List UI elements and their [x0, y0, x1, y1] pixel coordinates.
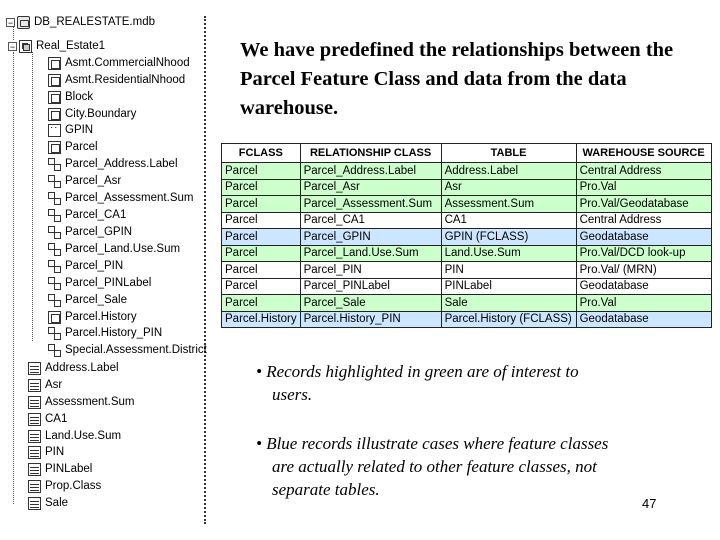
cell-relationship-class: Parcel_Address.Label [300, 163, 441, 180]
cell-warehouse-source: Pro.Val/ (MRN) [576, 262, 711, 279]
cell-table: GPIN (FCLASS) [441, 229, 576, 246]
cell-table: Address.Label [441, 163, 576, 180]
cell-relationship-class: Parcel.History_PIN [300, 311, 441, 328]
tree-item-label: Parcel_Sale [65, 294, 128, 306]
bullet-line: separate tables. [272, 480, 380, 499]
bullet-line: are actually related to other feature classes, not [272, 457, 597, 476]
cell-fclass: Parcel [222, 245, 301, 262]
tree-dataset-label: Real_Estate1 [36, 40, 106, 52]
tree-table-item[interactable] [28, 377, 62, 393]
tree-table-item[interactable] [28, 394, 134, 410]
feature-dataset-icon [19, 40, 32, 53]
tree-item[interactable] [48, 55, 190, 71]
table-icon [28, 480, 41, 493]
tree-item-label: Land.Use.Sum [45, 430, 122, 442]
table-icon [28, 430, 41, 443]
cell-table: Sale [441, 295, 576, 312]
table-row [222, 212, 712, 229]
cell-fclass: Parcel [222, 212, 301, 229]
feature-class-icon [48, 57, 61, 70]
cell-relationship-class: Parcel_CA1 [300, 212, 441, 229]
table-icon [28, 379, 41, 392]
tree-item[interactable] [48, 258, 123, 274]
tree-item-label: Parcel.History [65, 311, 137, 323]
cell-relationship-class: Parcel_PIN [300, 262, 441, 279]
tree-item[interactable] [48, 106, 136, 122]
tree-table-item[interactable] [28, 444, 64, 460]
relationship-class-icon [48, 294, 61, 307]
tree-item-label: Parcel_CA1 [65, 209, 127, 221]
bullet-line: • Records highlighted in green are of interest to [256, 362, 579, 381]
panel-divider [204, 16, 206, 524]
table-row [222, 311, 712, 328]
relationship-table [221, 143, 712, 328]
tree-table-item[interactable] [28, 428, 121, 444]
bullet-blue-note [256, 432, 686, 501]
slide-title: We have predefined the relationships between the Parcel Feature Class and data from the data warehouse. [240, 39, 674, 119]
tree-root[interactable] [6, 14, 155, 30]
relationship-class-icon [48, 192, 61, 205]
tree-item[interactable] [48, 122, 93, 138]
relationship-class-icon [48, 344, 61, 357]
cell-warehouse-source: Geodatabase [576, 311, 711, 328]
tree-table-item[interactable] [28, 478, 101, 494]
tree-item-label: Parcel_Address.Label [65, 158, 178, 170]
column-header-warehouse-source: WAREHOUSE SOURCE [576, 144, 711, 163]
table-row [222, 278, 712, 295]
cell-warehouse-source: Pro.Val [576, 179, 711, 196]
tree-item[interactable] [48, 224, 132, 240]
bullet-line: users. [272, 385, 313, 404]
tree-item-label: Special.Assessment.District [65, 344, 207, 356]
tree-item-label: Parcel_PIN [65, 260, 124, 272]
feature-class-icon [48, 108, 61, 121]
table-row [222, 229, 712, 246]
tree-item-label: Address.Label [45, 362, 119, 374]
cell-fclass: Parcel [222, 196, 301, 213]
tree-table-item[interactable] [28, 461, 92, 477]
tree-item[interactable] [48, 173, 121, 189]
cell-warehouse-source: Pro.Val/DCD look-up [576, 245, 711, 262]
table-icon [28, 497, 41, 510]
cell-relationship-class: Parcel_Land.Use.Sum [300, 245, 441, 262]
relationship-class-icon [48, 209, 61, 222]
cell-table: CA1 [441, 212, 576, 229]
table-icon [28, 362, 41, 375]
tree-item-label: Assessment.Sum [45, 396, 135, 408]
tree-item-label: Parcel [65, 141, 98, 153]
table-icon [28, 446, 41, 459]
tree-item[interactable] [48, 325, 162, 341]
tree-item-label: Asmt.ResidentialNhood [65, 74, 186, 86]
page-number: 47 [642, 496, 657, 511]
cell-relationship-class: Parcel_GPIN [300, 229, 441, 246]
table-row [222, 179, 712, 196]
cell-fclass: Parcel.History [222, 311, 301, 328]
table-body [222, 163, 712, 328]
tree-item-label: Block [65, 91, 94, 103]
cell-table: Assessment.Sum [441, 196, 576, 213]
cell-warehouse-source: Central Address [576, 163, 711, 180]
relationship-class-icon [48, 327, 61, 340]
feature-class-icon [48, 74, 61, 87]
tree-item[interactable] [48, 207, 126, 223]
relationship-class-icon [48, 260, 61, 273]
tree-item[interactable] [48, 309, 137, 325]
table-row [222, 295, 712, 312]
cell-warehouse-source: Pro.Val/Geodatabase [576, 196, 711, 213]
cell-table: PIN [441, 262, 576, 279]
tree-item[interactable] [48, 72, 185, 88]
tree-item[interactable] [48, 89, 93, 105]
cell-fclass: Parcel [222, 229, 301, 246]
tree-table-item[interactable] [28, 411, 67, 427]
tree-root-label: DB_REALESTATE.mdb [34, 16, 156, 28]
cell-table: Land.Use.Sum [441, 245, 576, 262]
bullet-line: • Blue records illustrate cases where feature classes [256, 434, 609, 453]
tree-item-label: Parcel_PINLabel [65, 277, 152, 289]
cell-table: Asr [441, 179, 576, 196]
cell-relationship-class: Parcel_Assessment.Sum [300, 196, 441, 213]
tree-item[interactable] [48, 241, 180, 257]
tree-item-label: Parcel_GPIN [65, 226, 133, 238]
tree-item-label: Asr [45, 379, 63, 391]
column-header-relationship-class: RELATIONSHIP CLASS [300, 144, 441, 163]
column-header-table: TABLE [441, 144, 576, 163]
tree-table-item[interactable] [28, 495, 68, 511]
tree-item-label: Parcel_Land.Use.Sum [65, 243, 181, 255]
table-header-row [222, 144, 712, 163]
cell-warehouse-source: Pro.Val [576, 295, 711, 312]
cell-relationship-class: Parcel_PINLabel [300, 278, 441, 295]
tree-connector [32, 52, 33, 341]
feature-class-icon [48, 91, 61, 104]
relationship-class-icon [48, 277, 61, 290]
tree-item-label: PIN [45, 446, 65, 458]
table-row [222, 163, 712, 180]
cell-warehouse-source: Geodatabase [576, 278, 711, 295]
tree-item-label: CA1 [45, 413, 68, 425]
cell-fclass: Parcel [222, 295, 301, 312]
tree-item-label: Sale [45, 497, 69, 509]
cell-warehouse-source: Geodatabase [576, 229, 711, 246]
database-icon [17, 16, 30, 29]
cell-table: Parcel.History (FCLASS) [441, 311, 576, 328]
feature-class-icon [48, 311, 61, 324]
feature-class-icon [48, 141, 61, 154]
tree-item-label: PINLabel [45, 463, 93, 475]
cell-fclass: Parcel [222, 278, 301, 295]
tree-item-label: City.Boundary [65, 108, 137, 120]
tree-item[interactable] [48, 275, 151, 291]
relationship-class-icon [48, 158, 61, 171]
relationship-class-icon [48, 243, 61, 256]
tree-item-label: Parcel.History_PIN [65, 327, 163, 339]
table-row [222, 196, 712, 213]
tree-item-label: GPIN [65, 124, 94, 136]
tree-item-label: Prop.Class [45, 480, 102, 492]
bullet-green-note [256, 360, 676, 406]
column-header-fclass: FCLASS [222, 144, 301, 163]
cell-relationship-class: Parcel_Asr [300, 179, 441, 196]
cell-warehouse-source: Central Address [576, 212, 711, 229]
table-icon [28, 413, 41, 426]
point-feature-class-icon [48, 124, 61, 137]
cell-fclass: Parcel [222, 179, 301, 196]
relationship-class-icon [48, 226, 61, 239]
tree-table-item[interactable] [28, 360, 119, 376]
tree-dataset[interactable] [8, 38, 105, 54]
cell-fclass: Parcel [222, 163, 301, 180]
table-row [222, 262, 712, 279]
collapse-toggle[interactable]: − [7, 17, 14, 28]
cell-table: PINLabel [441, 278, 576, 295]
tree-item[interactable] [48, 342, 207, 358]
tree-item[interactable] [48, 156, 178, 172]
tree-item-label: Parcel_Assessment.Sum [65, 192, 194, 204]
tree-connector [13, 52, 14, 504]
tree-item[interactable] [48, 292, 127, 308]
tree-item[interactable] [48, 190, 193, 206]
table-icon [28, 396, 41, 409]
cell-fclass: Parcel [222, 262, 301, 279]
relationship-class-icon [48, 175, 61, 188]
cell-relationship-class: Parcel_Sale [300, 295, 441, 312]
tree-item-label: Parcel_Asr [65, 175, 122, 187]
tree-item-label: Asmt.CommercialNhood [65, 57, 190, 69]
tree-item[interactable] [48, 139, 98, 155]
table-icon [28, 463, 41, 476]
collapse-toggle[interactable]: − [9, 41, 16, 52]
catalog-tree [0, 0, 207, 540]
table-row [222, 245, 712, 262]
